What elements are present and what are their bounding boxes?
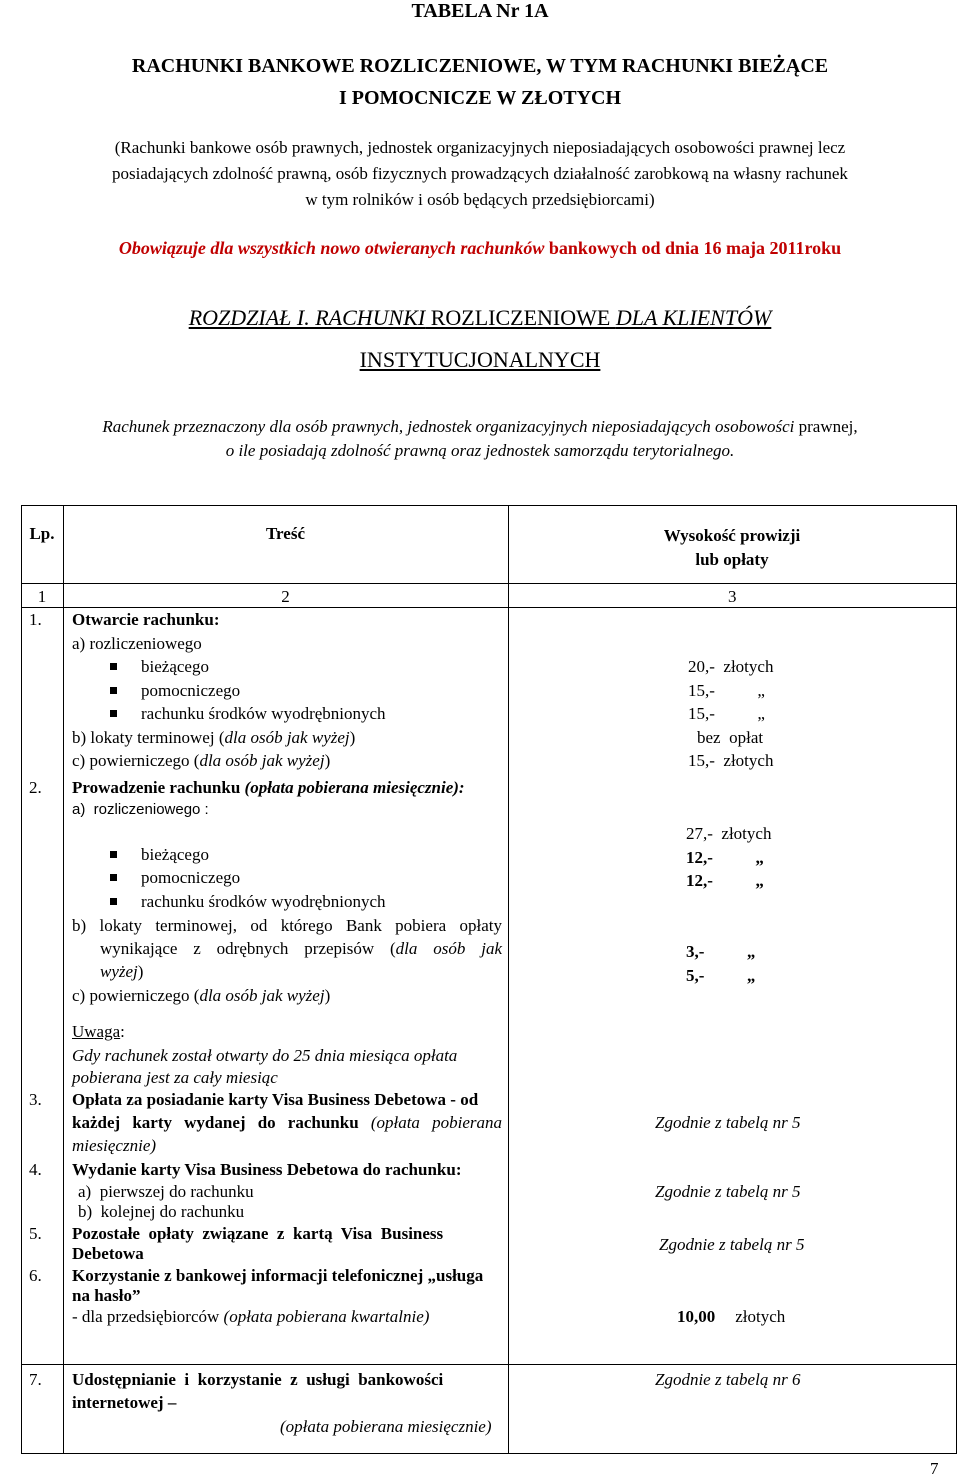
row-7-line-1: Udostępnianie i korzystanie z usługi bankowości [72, 1370, 444, 1389]
subtitle-line-2: posiadających zdolność prawną, osób fizycznych prowadzących działalność zarobkową na własny rachunek [112, 164, 848, 183]
row-2-a2 [110, 866, 240, 889]
table-border-top [21, 505, 957, 506]
row-1-c [72, 749, 330, 772]
page-number: 7 [930, 1459, 939, 1478]
row-2-b3-italic: wyżej [100, 962, 138, 981]
row-1-fee-2: 15,- „ [688, 681, 765, 700]
row-2-fee-1: 27,- złotych [686, 824, 772, 843]
row-3-line-1: Opłata za posiadanie karty Visa Business Debetowa - od [72, 1090, 479, 1109]
row-6-line-3 [72, 1305, 429, 1328]
table-border-left [21, 505, 22, 1454]
row-1-b [72, 726, 355, 749]
row-2-title-bold: Prowadzenie rachunku [72, 778, 245, 797]
column-header-lp: Lp. [29, 524, 55, 543]
row-2-a2-label: pomocniczego [141, 868, 241, 887]
subtitle-line-3: w tym rolników i osób będących przedsiębiorcami) [305, 190, 655, 209]
subtitle-line-1: (Rachunki bankowe osób prawnych, jednostek organizacyjnych nieposiadających osobowości prawnej lecz [114, 138, 846, 157]
row-2-c-pre: c) powierniczego ( [72, 986, 200, 1005]
chapter-heading-c: DLA KLIENTÓW [615, 305, 772, 330]
row-1-a2 [110, 679, 240, 702]
row-2-b2: wynikające z odrębnych przepisów ( [100, 939, 396, 958]
row-1-a1-label: bieżącego [141, 657, 209, 676]
row-3-lp: 3. [29, 1090, 42, 1109]
row-2-b1: b) lokaty terminowej, od którego Bank pobiera opłaty [72, 916, 502, 935]
title-line-2: I POMOCNICZE W ZŁOTYCH [338, 87, 622, 109]
row-4-fee: Zgodnie z tabelą nr 5 [655, 1182, 801, 1201]
row-3-fee: Zgodnie z tabelą nr 5 [655, 1113, 801, 1132]
validity-notice [0, 238, 960, 259]
column-number-1: 1 [37, 587, 47, 606]
row-2-note-label-text: Uwaga [72, 1022, 121, 1041]
bullet-square-icon [110, 851, 117, 858]
row-2-lp: 2. [29, 778, 42, 797]
row-3-line-2-bold: każdej karty wydanej do rachunku [72, 1113, 371, 1132]
row-2-fee-5: 5,- „ [686, 966, 756, 985]
row-6-line-3-text: - dla przedsiębiorców [72, 1307, 224, 1326]
intro-tail: prawnej, [794, 417, 858, 436]
table-header-divider [21, 583, 957, 584]
bullet-square-icon [110, 663, 117, 670]
intro-line-1 [0, 417, 960, 437]
row-6-fee [677, 1305, 785, 1328]
column-header-content: Treść [265, 524, 306, 543]
row-2-c-post: ) [324, 986, 331, 1005]
bullet-square-icon [110, 687, 117, 694]
column-number-3: 3 [728, 587, 737, 606]
row-6-lp: 6. [29, 1266, 42, 1285]
row-4-lp: 4. [29, 1160, 42, 1179]
column-header-fee-line1: Wysokość prowizji [663, 526, 801, 545]
row-1-b-italic: dla osób jak wyżej [224, 728, 350, 747]
row-2-c [72, 984, 330, 1007]
row-1-c-pre: c) powierniczego ( [72, 751, 200, 770]
row-3-line-2 [72, 1111, 502, 1134]
row-2-fee-2: 12,- „ [686, 848, 764, 867]
chapter-heading-b: ROZLICZENIOWE [425, 305, 616, 330]
table-border-right [956, 505, 957, 1454]
row-7-line-3: (opłata pobierana miesięcznie) [280, 1417, 492, 1436]
row-6-fee-unit: złotych [735, 1307, 786, 1326]
row-2-b2-wrap [100, 937, 502, 960]
row-1-fee-4: bez opłat [697, 728, 764, 747]
row-2-c-italic: dla osób jak wyżej [199, 986, 325, 1005]
table-number: TABELA Nr 1A [411, 0, 549, 22]
title-line-1: RACHUNKI BANKOWE ROZLICZENIOWE, W TYM RACHUNKI BIEŻĄCE [131, 55, 829, 77]
bullet-square-icon [110, 710, 117, 717]
chapter-heading [0, 305, 960, 331]
row-2-b2-italic: dla osób jak [395, 939, 502, 958]
row-5-lp: 5. [29, 1224, 42, 1243]
row-6-line-1: Korzystanie z bankowej informacji telefonicznej „usługa [72, 1266, 484, 1285]
row-2-b-line1 [72, 914, 502, 937]
row-1-fee-1: 20,- złotych [688, 657, 774, 676]
row-2-note-label [72, 1020, 125, 1043]
row-1-a3-label: rachunku środków wyodrębnionych [141, 704, 386, 723]
row-2-a3-label: rachunku środków wyodrębnionych [141, 892, 386, 911]
row-7-fee: Zgodnie z tabelą nr 6 [655, 1370, 801, 1389]
row-5-fee: Zgodnie z tabelą nr 5 [659, 1235, 805, 1254]
row-6-fee-amount: 10,00 [677, 1307, 716, 1326]
intro-line-2: o ile posiadają zdolność prawną oraz jednostek samorządu terytorialnego. [225, 441, 735, 460]
row-2-title-tail: (opłata pobierana miesięcznie): [244, 778, 465, 797]
row-6-line-3-italic: (opłata pobierana kwartalnie) [223, 1307, 430, 1326]
row-2-a: a) rozliczeniowego : [72, 801, 209, 818]
row-2-b-line2 [100, 937, 502, 960]
row-1-a3 [110, 702, 386, 725]
row-1-lp: 1. [29, 610, 42, 629]
chapter-heading-line-2: INSTYTUCJONALNYCH [359, 347, 601, 372]
row-1-a1 [110, 655, 209, 678]
validity-italic: Obowiązuje dla wszystkich nowo otwieranych rachunków [118, 238, 545, 258]
row-5-line-2: Debetowa [72, 1244, 144, 1263]
validity-date: bankowych od dnia 16 maja 2011roku [544, 238, 842, 258]
row-2-a3 [110, 890, 386, 913]
bullet-square-icon [110, 874, 117, 881]
table-col-divider-1 [63, 505, 64, 1454]
row-2-note-2: pobierana jest za cały miesiąc [72, 1068, 278, 1087]
row-7-lp: 7. [29, 1370, 42, 1389]
bullet-square-icon [110, 898, 117, 905]
row-2-note-colon: : [120, 1022, 125, 1041]
row-2-b-line3 [100, 960, 143, 983]
table-row-divider [21, 1364, 957, 1365]
row-2-fee-4: 3,- „ [686, 942, 756, 961]
table-border-bottom [21, 1453, 957, 1454]
row-4-a: a) pierwszej do rachunku [78, 1182, 254, 1201]
row-1-b-post: ) [349, 728, 356, 747]
row-1-title: Otwarcie rachunku: [72, 610, 220, 629]
row-5-line-1: Pozostałe opłaty związane z kartą Visa Business [72, 1224, 444, 1243]
row-4-b: b) kolejnej do rachunku [78, 1202, 245, 1221]
row-1-c-post: ) [324, 751, 331, 770]
column-header-fee-line2: lub opłaty [695, 550, 769, 569]
row-2-fee-3: 12,- „ [686, 871, 764, 890]
row-2-a1-label: bieżącego [141, 845, 209, 864]
row-2-b3-post: ) [137, 962, 144, 981]
row-6-line-2: na hasło” [72, 1286, 141, 1305]
row-1-b-pre: b) lokaty terminowej ( [72, 728, 225, 747]
row-1-fee-3: 15,- „ [688, 704, 765, 723]
row-1-c-italic: dla osób jak wyżej [199, 751, 325, 770]
row-4-title: Wydanie karty Visa Business Debetowa do rachunku: [72, 1160, 462, 1179]
row-1-a: a) rozliczeniowego [72, 634, 202, 653]
row-7-line-2: internetowej – [72, 1393, 177, 1412]
row-3-line-2-italic: (opłata pobierana [370, 1113, 502, 1132]
row-1-fee-5: 15,- złotych [688, 751, 774, 770]
row-2-note-1: Gdy rachunek został otwarty do 25 dnia miesiąca opłata [72, 1046, 458, 1065]
intro-italic: Rachunek przeznaczony dla osób prawnych, jednostek organizacyjnych nieposiadających osobowości [102, 417, 795, 436]
table-col-divider-2 [508, 505, 509, 1454]
column-number-2: 2 [281, 587, 290, 606]
row-1-a2-label: pomocniczego [141, 681, 241, 700]
row-2-a1 [110, 843, 209, 866]
row-3-line-3: miesięcznie) [72, 1136, 157, 1155]
column-header-fee [508, 524, 956, 572]
row-3-line-2-wrap [72, 1111, 502, 1134]
chapter-heading-a: ROZDZIAŁ I. RACHUNKI [188, 305, 426, 330]
row-2-title [72, 776, 465, 799]
